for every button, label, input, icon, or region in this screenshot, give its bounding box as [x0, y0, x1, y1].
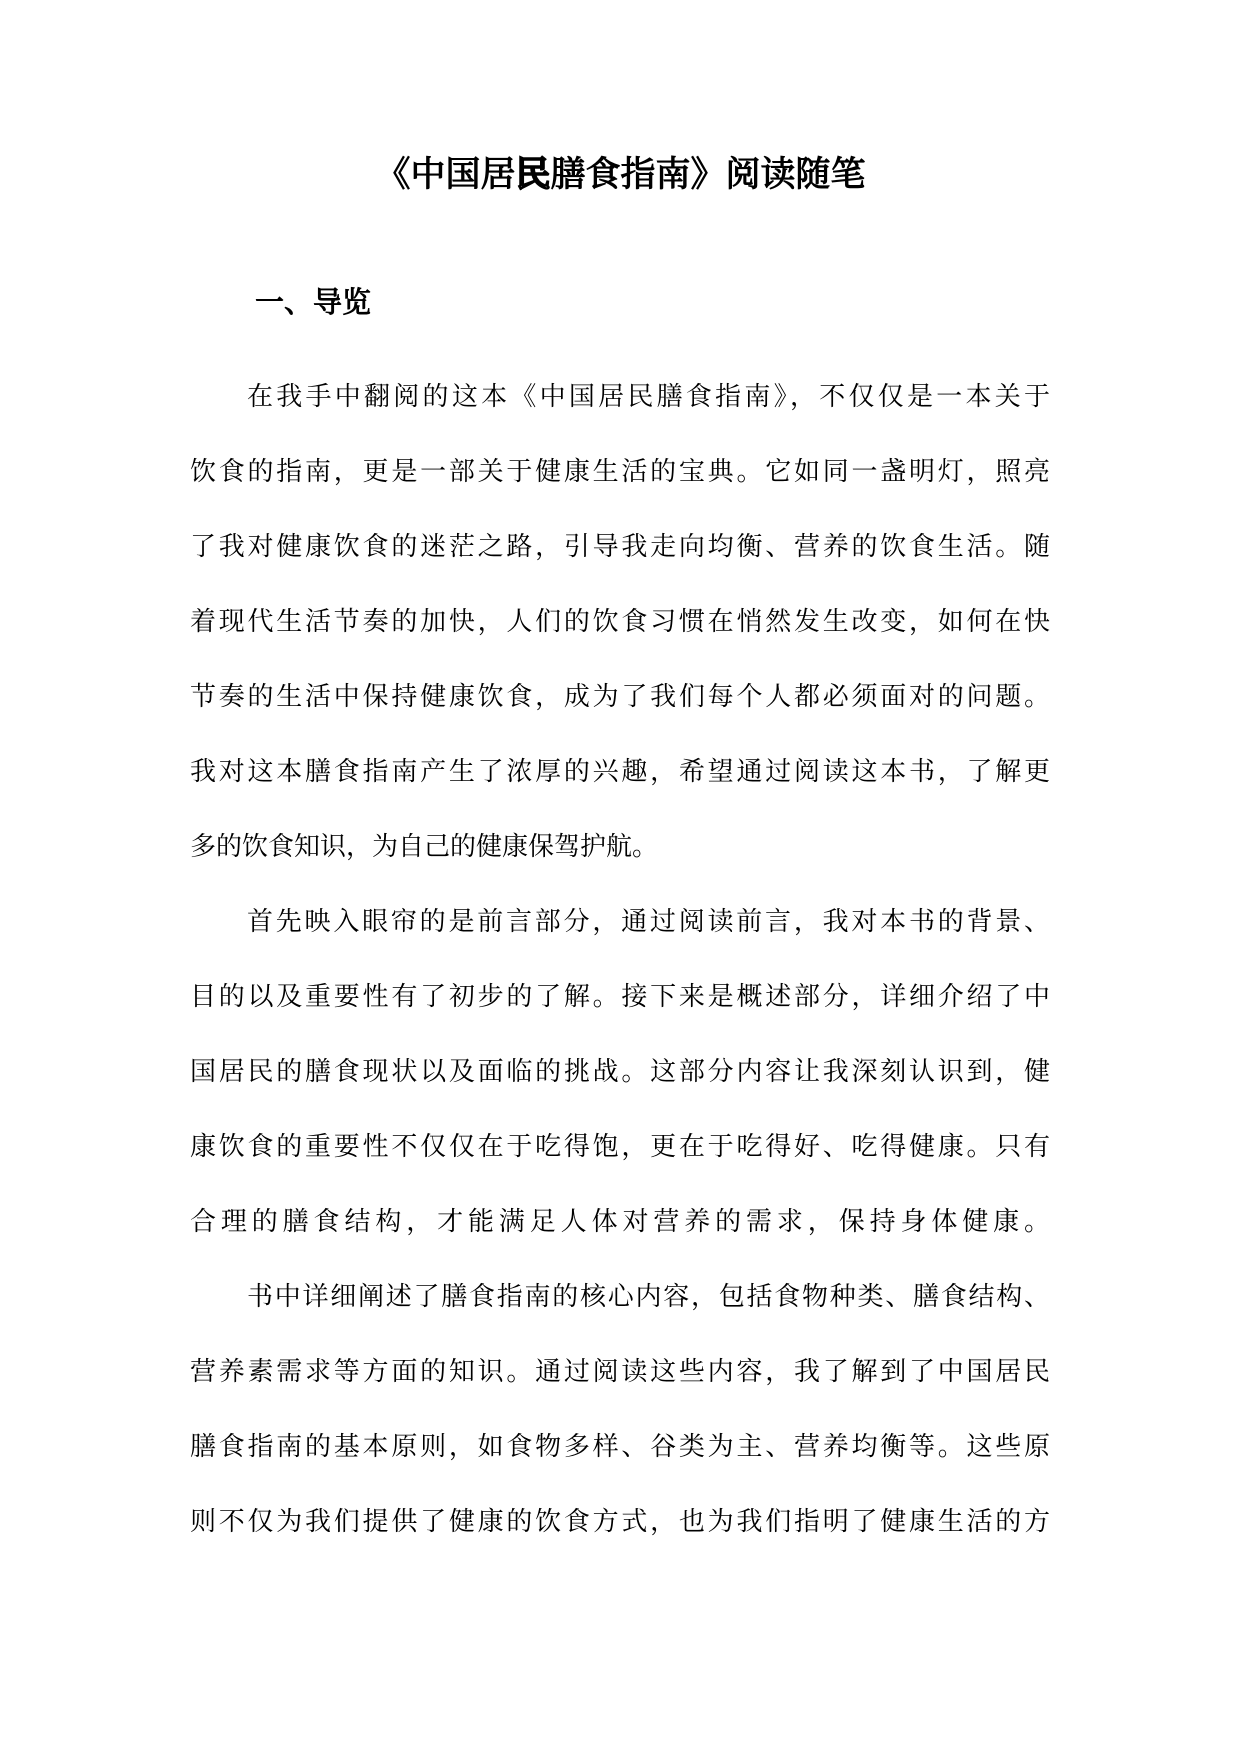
- paragraph-line: 节奏的生活中保持健康饮食，成为了我们每个人都必须面对的问题。: [190, 682, 1053, 712]
- document-title-part-2: 膳食指南》阅读随笔: [550, 155, 866, 195]
- document-title: [0, 150, 1241, 200]
- document-title-part-1: 《中国居: [375, 155, 516, 195]
- paragraph-line: 首先映入眼帘的是前言部分，通过阅读前言，我对本书的背景、: [247, 907, 1053, 937]
- paragraph-2: [190, 885, 1055, 1260]
- paragraph-line: 膳食指南的基本原则，如食物多样、谷类为主、营养均衡等。这些原: [190, 1432, 1053, 1462]
- paragraph-line: 了我对健康饮食的迷茫之路，引导我走向均衡、营养的饮食生活。随: [190, 532, 1053, 562]
- paragraph-line: 着现代生活节奏的加快，人们的饮食习惯在悄然发生改变，如何在快: [190, 607, 1053, 637]
- document-title-outlined-char: 民: [515, 155, 551, 195]
- paragraph-1: [190, 360, 1054, 885]
- paragraph-3: [190, 1260, 1053, 1560]
- paragraph-line: 合理的膳食结构，才能满足人体对营养的需求，保持身体健康。: [190, 1207, 1055, 1237]
- paragraph-line: 饮食的指南，更是一部关于健康生活的宝典。它如同一盏明灯，照亮: [190, 457, 1053, 487]
- paragraph-line: 多的饮食知识，为自己的健康保驾护航。: [190, 832, 659, 862]
- paragraph-line: 书中详细阐述了膳食指南的核心内容，包括食物种类、膳食结构、: [247, 1282, 1052, 1312]
- section-heading: 一、导览: [255, 285, 372, 319]
- paragraph-line: 营养素需求等方面的知识。通过阅读这些内容，我了解到了中国居民: [190, 1357, 1053, 1387]
- paragraph-line: 康饮食的重要性不仅仅在于吃得饱，更在于吃得好、吃得健康。只有: [190, 1132, 1053, 1162]
- paragraph-line: 在我手中翻阅的这本《中国居民膳食指南》，不仅仅是一本关于: [247, 382, 1054, 412]
- paragraph-line: 我对这本膳食指南产生了浓厚的兴趣，希望通过阅读这本书，了解更: [190, 757, 1053, 787]
- paragraph-line: 目的以及重要性有了初步的了解。接下来是概述部分，详细介绍了中: [190, 982, 1053, 1012]
- body-text: [190, 360, 1055, 1560]
- paragraph-line: 国居民的膳食现状以及面临的挑战。这部分内容让我深刻认识到，健: [190, 1057, 1053, 1087]
- paragraph-line: 则不仅为我们提供了健康的饮食方式，也为我们指明了健康生活的方: [190, 1507, 1053, 1537]
